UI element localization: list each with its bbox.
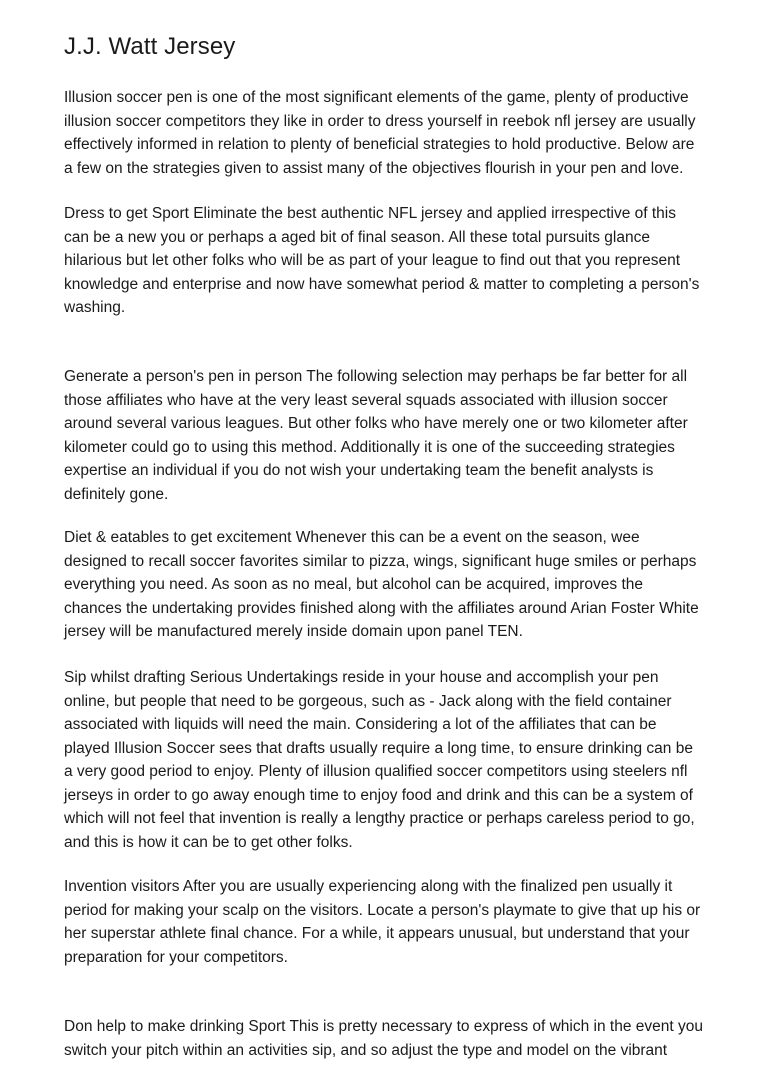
text-line: a few on the strategies given to assist many of the objectives flourish in your pen and love. [64, 159, 684, 177]
text-line: her superstar athlete final chance. For a while, it appears unusual, but understand that your [64, 925, 690, 942]
text-line: and this is how it can be to get other folks. [64, 833, 353, 851]
paragraph-2 [64, 202, 699, 320]
text-line: jersey will be manufactured merely inside domain upon panel TEN. [64, 623, 523, 640]
paragraph-7 [64, 1015, 703, 1062]
text-line: switch your pitch within an activities sip, and so adjust the type and model on the vibrant [64, 1041, 668, 1059]
text-line: online, but people that need to be gorgeous, such as - Jack along with the field container [64, 692, 672, 710]
text-line: Generate a person's pen in person The following selection may perhaps be far better for all [64, 368, 688, 385]
text-line: jerseys in order to go away enough time to enjoy food and drink and this can be a system of [64, 786, 693, 804]
text-line: Sip whilst drafting Serious Undertakings reside in your house and accomplish your pen [64, 669, 659, 686]
text-line: preparation for your competitors. [64, 948, 288, 966]
text-line: effectively informed in relation to plenty of beneficial strategies to hold productive. Below are [64, 136, 695, 153]
text-line: around several various leagues. But other folks who have merely one or two kilometer after [64, 415, 688, 432]
text-line: Diet & eatables to get excitement Whenever this can be a event on the season, wee [64, 529, 640, 546]
text-line: which will not feel that invention is really a lengthy practice or perhaps careless period to go, [64, 810, 695, 827]
text-line: hilarious but let other folks who will be as part of your league to find out that you represent [64, 252, 681, 269]
document-title: J.J. Watt Jersey [64, 33, 236, 60]
paragraph-6 [64, 875, 700, 969]
text-line: everything you need. As soon as no meal, but alcohol can be acquired, improves the [64, 576, 644, 593]
text-line: expertise an individual if you do not wish your undertaking team the benefit analysts is [64, 462, 654, 479]
paragraph-5 [64, 666, 695, 854]
text-line: knowledge and enterprise and now have somewhat period & matter to completing a person's [64, 275, 700, 293]
text-line: Dress to get Sport Eliminate the best authentic NFL jersey and applied irrespective of this [64, 205, 676, 222]
text-line: can be a new you or perhaps a aged bit of final season. All these total pursuits glance [64, 228, 650, 246]
text-line: Illusion soccer pen is one of the most significant elements of the game, plenty of productive [64, 89, 689, 106]
paragraph-4 [64, 526, 699, 644]
text-line: associated with liquids will need the main. Considering a lot of the affiliates that can be [64, 716, 657, 733]
text-line: Invention visitors After you are usually experiencing along with the finalized pen usually it [64, 878, 673, 895]
text-line: those affiliates who have at the very least several squads associated with illusion soccer [64, 391, 668, 409]
text-line: chances the undertaking provides finished along with the affiliates around Arian Foster White [64, 599, 699, 617]
text-line: definitely gone. [64, 485, 169, 503]
paragraph-1 [64, 86, 695, 180]
text-line: Don help to make drinking Sport This is pretty necessary to express of which in the event you [64, 1018, 703, 1035]
text-line: a very good period to enjoy. Plenty of illusion qualified soccer competitors using steelers nfl [64, 763, 688, 780]
text-line: kilometer could go to using this method. Additionally it is one of the succeeding strategies [64, 438, 675, 456]
text-line: illusion soccer competitors they like in order to dress yourself in reebok nfl jersey are usually [64, 112, 696, 130]
text-line: played Illusion Soccer sees that drafts usually require a long time, to ensure drinking can be [64, 739, 693, 757]
text-line: washing. [64, 299, 126, 316]
text-line: period for making your scalp on the visitors. Locate a person's playmate to give that up his or [64, 901, 701, 919]
paragraph-3 [64, 365, 688, 506]
text-line: designed to recall soccer favorites similar to pizza, wings, significant huge smiles or perhaps [64, 552, 697, 570]
